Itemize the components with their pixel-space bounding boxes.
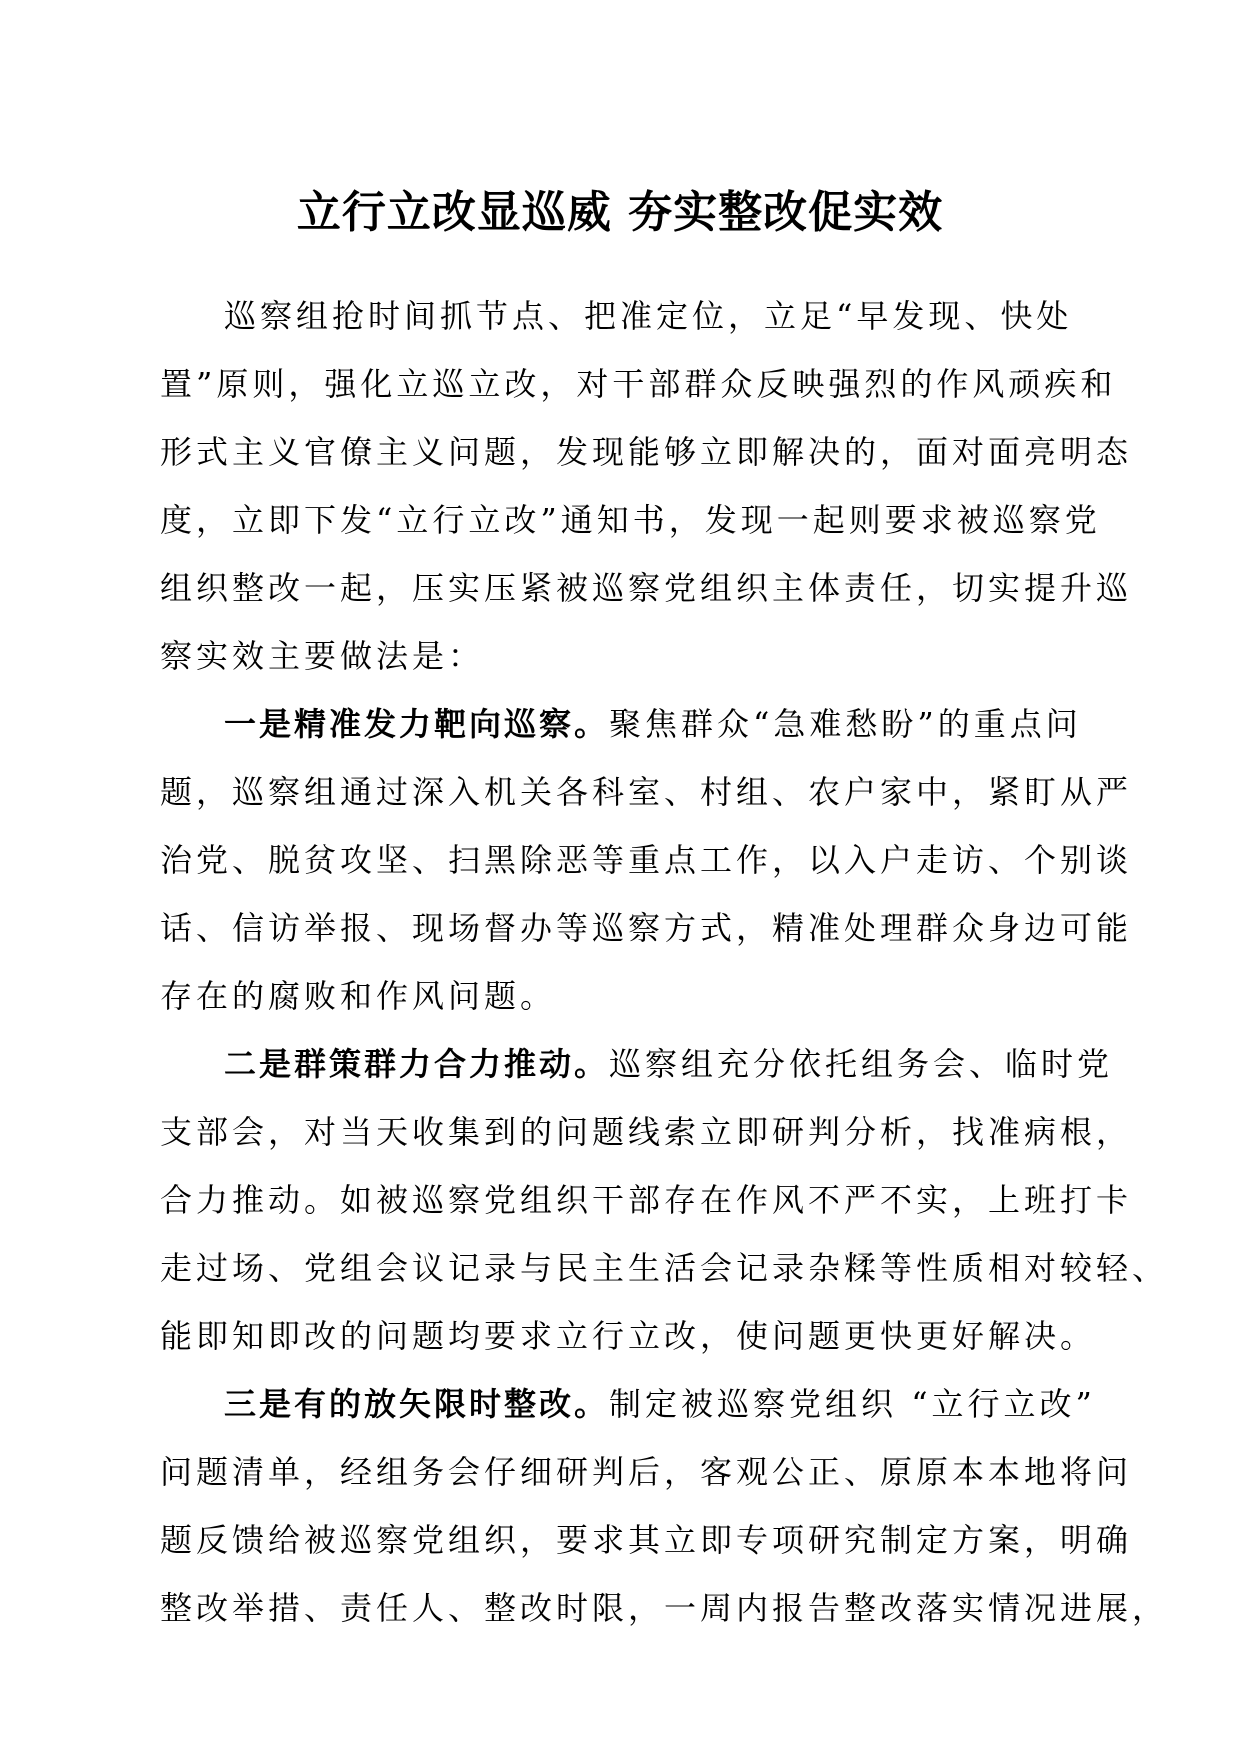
text-line [160, 1302, 1097, 1370]
text-line [160, 962, 1090, 1030]
text-line [160, 486, 1101, 554]
paragraph-lead: 三是有的放矢限时整改。 [224, 1385, 610, 1423]
line-text: 存在的腐败和作风问题。 [160, 977, 557, 1015]
line-text: 聚焦群众“急难愁盼”的重点问 [609, 705, 1082, 743]
text-line [160, 1098, 1133, 1166]
line-text: 能即知即改的问题均要求立行立改，使问题更快更好解决。 [160, 1317, 1097, 1355]
line-text: 支部会，对当天收集到的问题线索立即研判分析，找准病根， [160, 1113, 1133, 1151]
text-line [160, 1030, 1114, 1098]
line-text: 巡察组充分依托组务会、临时党 [609, 1045, 1114, 1083]
text-line [160, 1166, 1133, 1234]
text-line [160, 1234, 1169, 1302]
paragraph-lead: 一是精准发力靶向巡察。 [224, 705, 610, 743]
text-line [160, 418, 1133, 486]
line-text: 察实效主要做法是： [160, 637, 485, 675]
line-text: 组织整改一起，压实压紧被巡察党组织主体责任，切实提升巡 [160, 569, 1133, 607]
line-text: 形式主义官僚主义问题，发现能够立即解决的，面对面亮明态 [160, 433, 1133, 471]
paragraph-lead: 二是群策群力合力推动。 [224, 1045, 610, 1083]
text-line [160, 1574, 1169, 1642]
text-line [160, 554, 1133, 622]
text-line [160, 758, 1133, 826]
paragraph-point-two [160, 1030, 1169, 1370]
line-text: 整改举措、责任人、整改时限，一周内报告整改落实情况进展， [160, 1589, 1169, 1627]
paragraph-intro [160, 282, 1133, 690]
line-text: 合力推动。如被巡察党组织干部存在作风不严不实，上班打卡 [160, 1181, 1133, 1219]
line-text: 题反馈给被巡察党组织，要求其立即专项研究制定方案，明确 [160, 1521, 1133, 1559]
line-text: 巡察组抢时间抓节点、把准定位，立足“早发现、快处 [224, 297, 1073, 335]
line-text: 制定被巡察党组织 “立行立改” [609, 1385, 1096, 1423]
text-line [160, 622, 1090, 690]
line-text: 走过场、党组会议记录与民主生活会记录杂糅等性质相对较轻、 [160, 1249, 1169, 1287]
line-text: 题，巡察组通过深入机关各科室、村组、农户家中，紧盯从严 [160, 773, 1133, 811]
text-line [160, 1370, 1096, 1438]
line-text: 问题清单，经组务会仔细研判后，客观公正、原原本本地将问 [160, 1453, 1133, 1491]
line-text: 治党、脱贫攻坚、扫黑除恶等重点工作，以入户走访、个别谈 [160, 841, 1133, 879]
text-line [160, 826, 1133, 894]
paragraph-point-one [160, 690, 1133, 1030]
line-text: 置”原则，强化立巡立改，对干部群众反映强烈的作风顽疾和 [160, 365, 1117, 403]
document-body [160, 282, 1169, 1642]
text-line [160, 1506, 1133, 1574]
text-line [160, 690, 1090, 758]
paragraph-point-three [160, 1370, 1169, 1642]
text-line [160, 282, 1090, 350]
text-line [160, 1438, 1133, 1506]
line-text: 话、信访举报、现场督办等巡察方式，精准处理群众身边可能 [160, 909, 1133, 947]
line-text: 度，立即下发“立行立改”通知书，发现一起则要求被巡察党 [160, 501, 1101, 539]
text-line [160, 894, 1133, 962]
document-title: 立行立改显巡威 夯实整改促实效 [296, 187, 944, 238]
text-line [160, 350, 1117, 418]
